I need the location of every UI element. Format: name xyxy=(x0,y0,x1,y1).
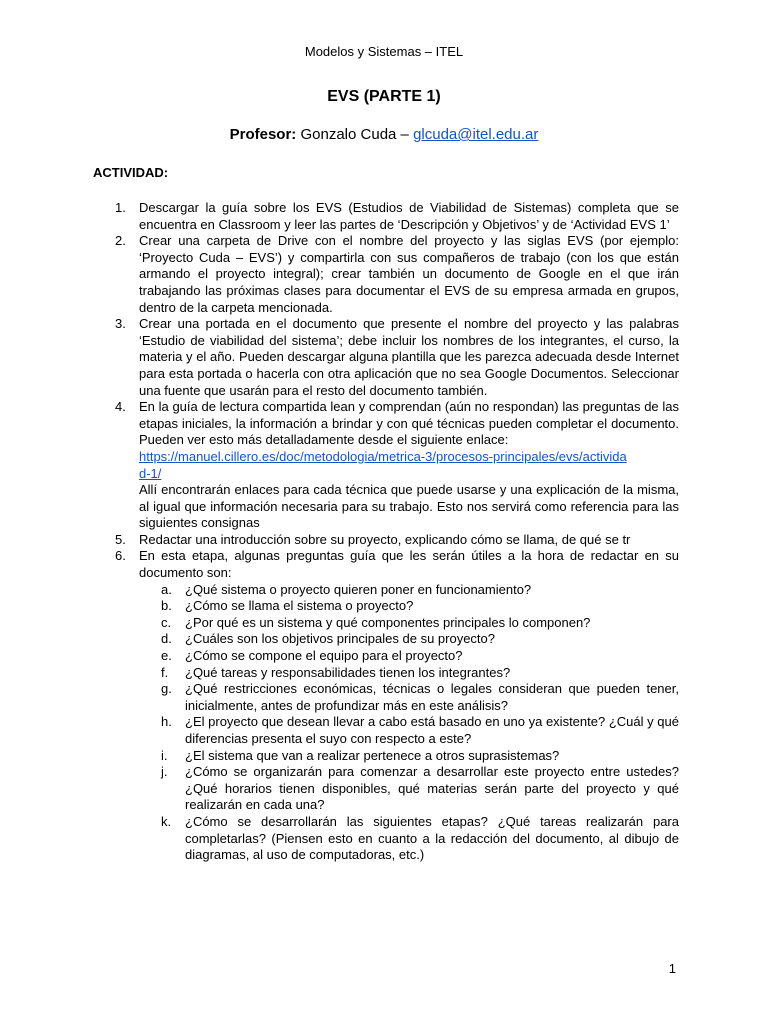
sub-list-text: ¿Cómo se desarrollarán las siguientes etapas? ¿Qué tareas realizarán para completarlas? (Piensen esto en cuanto a la redacción del documento, al dibujo de diagramas, al uso de computadoras, etc.) xyxy=(185,813,679,863)
sub-list-item xyxy=(139,665,679,682)
guide-questions-list xyxy=(139,582,679,864)
sub-list-item xyxy=(139,681,679,714)
sub-list-letter: k. xyxy=(161,813,172,829)
sub-list-text: ¿Qué tareas y responsabilidades tienen los integrantes? xyxy=(185,664,511,680)
list-item xyxy=(93,316,679,399)
activity-heading: ACTIVIDAD: xyxy=(93,165,169,180)
list-item-text: Crear una carpeta de Drive con el nombre del proyecto y las siglas EVS (por ejemplo: ‘Proyecto Cuda – EVS’) y compartirla con sus compañeros de trabajo (con los que están armando el proyecto integral); crear también un documento de Google en el que irán trabajando las próximas clases para documentar el EVS de su empresa armada en grupos, dentro de la carpeta mencionada. xyxy=(139,233,679,315)
list-item-text: En la guía de lectura compartida lean y comprendan (aún no respondan) las preguntas de las etapas iniciales, la información a brindar y con qué técnicas pueden completar el documento. Pueden ver esto más detalladamente desde el siguiente enlace: xyxy=(139,399,679,448)
sub-list-text: ¿Por qué es un sistema y qué componentes principales lo componen? xyxy=(185,614,591,630)
sub-list-item xyxy=(139,598,679,615)
list-item-number: 1. xyxy=(115,200,126,215)
sub-list-text: ¿El sistema que van a realizar pertenece a otros suprasistemas? xyxy=(185,747,560,763)
professor-line xyxy=(0,126,768,143)
sub-list-letter: i. xyxy=(161,747,168,763)
list-item-text: Crear una portada en el documento que presente el nombre del proyecto y las palabras ‘Estudio de viabilidad del sistema’; debe incluir los nombres de los integrantes, el curso, la materia y el año. Pueden descargar alguna plantilla que les parezca adecuada desde Internet para esta portada o hacerla con otra aplicación que no sea Google Documentos. Seleccionar una fuente que usarán para el resto del documento también. xyxy=(139,316,679,398)
list-item xyxy=(93,548,679,863)
list-item-number: 4. xyxy=(115,399,126,415)
sub-list-item xyxy=(139,748,679,765)
sub-list-letter: f. xyxy=(161,664,169,680)
sub-list-letter: j. xyxy=(161,764,168,780)
sub-list-item xyxy=(139,631,679,648)
sub-list-letter: e. xyxy=(161,648,172,664)
sub-list-text: ¿Cómo se organizarán para comenzar a desarrollar este proyecto entre ustedes? ¿Qué horarios tienen disponibles, qué materias serán parte del proyecto y qué realizarán en cada una? xyxy=(185,764,679,813)
sub-list-text: ¿El proyecto que desean llevar a cabo está basado en uno ya existente? ¿Cuál y qué diferencias presenta el suyo con respecto a este? xyxy=(185,714,679,746)
professor-email-link[interactable]: glcuda@itel.edu.ar xyxy=(413,126,539,143)
page-number: 1 xyxy=(668,961,676,976)
sub-list-letter: h. xyxy=(161,714,172,730)
professor-label: Profesor: xyxy=(229,126,297,143)
list-item-number: 5. xyxy=(115,531,126,547)
list-item xyxy=(93,233,679,316)
list-item-number: 3. xyxy=(115,316,126,332)
sub-list-text: ¿Qué restricciones económicas, técnicas o legales consideran que pueden tener, inicialmente, antes de profundizar más en este análisis? xyxy=(185,681,679,713)
sub-list-letter: a. xyxy=(161,581,172,597)
list-item xyxy=(93,200,679,233)
sub-list-text: ¿Cómo se compone el equipo para el proyecto? xyxy=(185,648,463,664)
list-item-number: 6. xyxy=(115,548,126,564)
sub-list-item xyxy=(139,648,679,665)
sub-list-item xyxy=(139,764,679,814)
sub-list-text: ¿Qué sistema o proyecto quieren poner en funcionamiento? xyxy=(185,581,532,597)
professor-name: Gonzalo Cuda – xyxy=(296,126,414,143)
sub-list-letter: g. xyxy=(161,681,172,697)
sub-list-text: ¿Cuáles son los objetivos principales de su proyecto? xyxy=(185,631,496,647)
sub-list-item xyxy=(139,582,679,599)
list-item-text: Descargar la guía sobre los EVS (Estudios de Viabilidad de Sistemas) completa que se encuentra en Classroom y leer las partes de ‘Descripción y Objetivos’ y de ‘Actividad EVS 1’ xyxy=(139,200,679,232)
list-item xyxy=(93,399,679,532)
sub-list-letter: b. xyxy=(161,598,172,614)
list-item-text-after-link: Allí encontrarán enlaces para cada técnica que puede usarse y una explicación de la misma, al igual que información necesaria para su trabajo. Esto nos servirá como referencia para las siguientes consignas xyxy=(139,482,679,531)
metrica-link[interactable]: https://manuel.cillero.es/doc/metodologia/metrica-3/procesos-principales/evs/actividad-1/ xyxy=(139,448,627,481)
sub-list-item xyxy=(139,814,679,864)
running-header: Modelos y Sistemas – ITEL xyxy=(304,44,464,59)
list-item-text: En esta etapa, algunas preguntas guía que les serán útiles a la hora de redactar en su documento son: xyxy=(139,548,679,581)
sub-list-text: ¿Cómo se llama el sistema o proyecto? xyxy=(185,598,414,614)
list-item-number: 2. xyxy=(115,233,126,249)
sub-list-letter: d. xyxy=(161,631,172,647)
page-title: EVS (PARTE 1) xyxy=(327,88,441,105)
activity-list xyxy=(93,200,679,864)
sub-list-letter: c. xyxy=(161,614,172,630)
sub-list-item xyxy=(139,714,679,747)
list-item xyxy=(93,532,679,549)
sub-list-item xyxy=(139,615,679,632)
list-item-text: Redactar una introducción sobre su proyecto, explicando cómo se llama, de qué se tr xyxy=(139,531,631,547)
